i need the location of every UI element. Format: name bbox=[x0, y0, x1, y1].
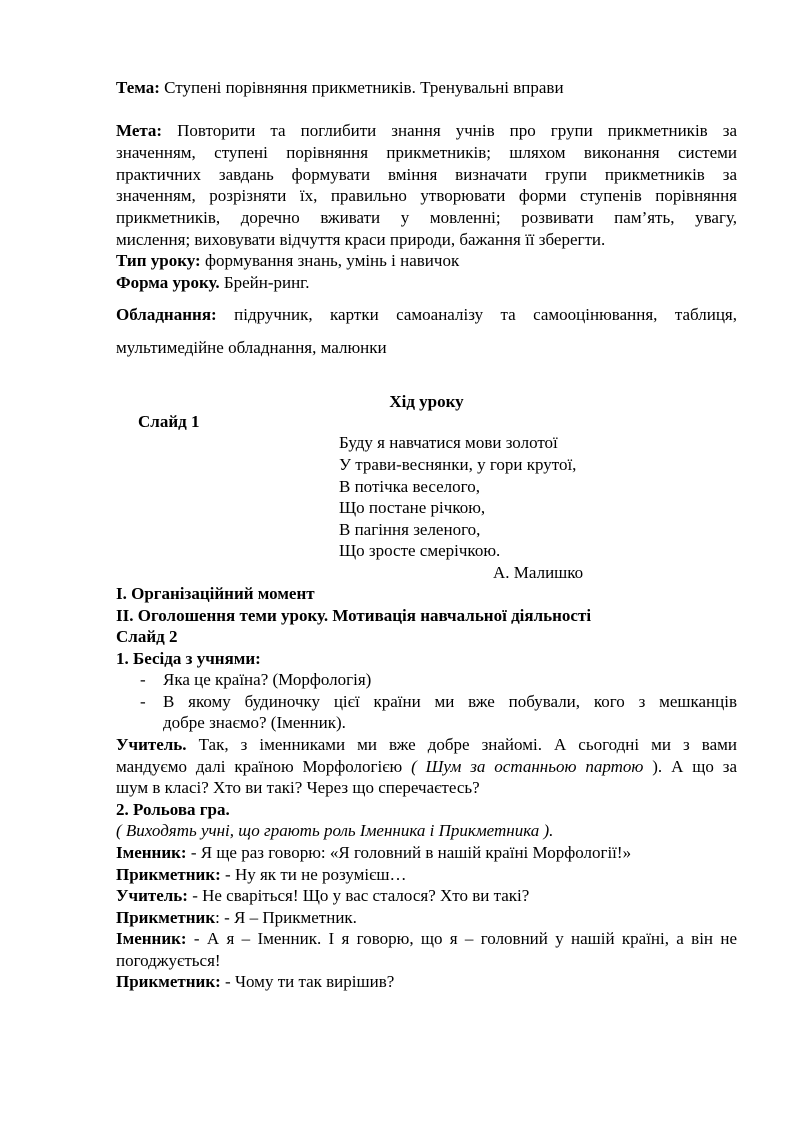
topic-line bbox=[116, 77, 564, 98]
dialog-line-5 bbox=[116, 928, 737, 949]
dialog-speaker-5: Іменник: bbox=[116, 929, 187, 948]
lesson-form-label: Форма уроку. bbox=[116, 273, 220, 292]
role-heading bbox=[116, 799, 230, 820]
equipment-text: підручник, картки самоаналізу та самооцінювання, таблиця, bbox=[234, 305, 737, 324]
lesson-form-line bbox=[116, 272, 310, 293]
teacher-line-2-italic: ( Шум за останньою партою bbox=[411, 757, 644, 776]
section-2-heading bbox=[116, 605, 591, 626]
talk-heading bbox=[116, 648, 261, 669]
dialog-text-5: - А я – Іменник. І я говорю, що я – головний у нашій країні, а він не bbox=[186, 929, 737, 948]
section-1-heading bbox=[116, 583, 315, 604]
dialog-speaker-4: Прикметник bbox=[116, 908, 216, 927]
teacher-text: Так, з іменниками ми вже добре знайомі. А сьогодні ми з вами bbox=[198, 735, 738, 754]
role-heading-text: 2. Рольова гра. bbox=[116, 800, 230, 819]
dialog-line-1 bbox=[116, 842, 631, 863]
lesson-type-text: формування знань, умінь і навичок bbox=[204, 251, 460, 270]
poem-line-4: Що постане річкою, bbox=[339, 498, 486, 517]
dialog-text-3: - Не сваріться! Що у вас сталося? Хто ви такі? bbox=[187, 886, 530, 905]
lesson-form-text: Брейн-ринг. bbox=[223, 273, 310, 292]
teacher-line-2 bbox=[116, 756, 737, 777]
dialog-line-4 bbox=[116, 907, 357, 928]
teacher-label: Учитель. bbox=[116, 735, 187, 754]
dialog-speaker-3: Учитель: bbox=[116, 886, 188, 905]
talk-heading-text: 1. Бесіда з учнями: bbox=[116, 649, 261, 668]
slide-2-text: Слайд 2 bbox=[116, 627, 178, 646]
section-2-text: ІІ. Оголошення теми уроку. Мотивація навчальної діяльності bbox=[116, 606, 592, 625]
equipment-label: Обладнання: bbox=[116, 305, 217, 324]
bullet-item-2-line-1: В якому будиночку цієї країни ми вже побували, кого з мешканців bbox=[163, 692, 737, 711]
slide-2-label bbox=[116, 626, 177, 647]
lesson-type-label: Тип уроку: bbox=[116, 251, 201, 270]
dialog-line-6 bbox=[116, 971, 394, 992]
dialog-line-2 bbox=[116, 864, 407, 885]
teacher-line-3: шум в класі? Хто ви такі? Через що сперечаєтесь? bbox=[116, 778, 480, 797]
dialog-text-1: - Я ще раз говорю: «Я головний в нашій країні Морфології!» bbox=[186, 843, 632, 862]
lesson-type-line bbox=[116, 250, 459, 271]
bullet-marker-1: - bbox=[140, 670, 146, 689]
bullet-item-2-line-2: добре знаємо? (Іменник). bbox=[163, 713, 346, 732]
poem-line-1: Буду я навчатися мови золотої bbox=[339, 433, 558, 452]
goal-line-6: мислення; виховувати відчуття краси природи, бажання її зберегти. bbox=[116, 230, 606, 249]
goal-text: Повторити та поглибити знання учнів про групи прикметників за bbox=[177, 121, 738, 140]
dialog-speaker-6: Прикметник: bbox=[116, 972, 221, 991]
goal-line-3: практичних завдань формувати вміння визначати групи прикметників за bbox=[116, 165, 737, 184]
course-heading bbox=[116, 391, 737, 412]
slide-1-label bbox=[138, 411, 199, 432]
teacher-line-2-end: ). А що за bbox=[643, 757, 738, 776]
poem-line-3: В потічка веселого, bbox=[339, 477, 480, 496]
course-heading-text: Хід уроку bbox=[389, 392, 464, 411]
dialog-line-3 bbox=[116, 885, 529, 906]
poem-line-5: В пагіння зеленого, bbox=[339, 520, 481, 539]
equipment-line-2: мультимедійне обладнання, малюнки bbox=[116, 338, 387, 357]
goal-line-2: значенням, ступені порівняння прикметників; шляхом виконання системи bbox=[116, 143, 737, 162]
dialog-text-4: : - Я – Прикметник. bbox=[215, 908, 357, 927]
poem-line-2: У трави-веснянки, у гори крутої, bbox=[339, 455, 577, 474]
goal-line-5: прикметників, доречно вживати у мовленні; розвивати пам’ять, увагу, bbox=[116, 208, 737, 227]
slide-1-text: Слайд 1 bbox=[138, 412, 200, 431]
dialog-line-5-cont: погоджується! bbox=[116, 951, 221, 970]
poem-author: А. Малишко bbox=[493, 563, 584, 582]
teacher-line-1 bbox=[116, 734, 737, 755]
dialog-text-2: - Ну як ти не розумієш… bbox=[220, 865, 407, 884]
role-note-text: ( Виходять учні, що грають роль Іменника і Прикметника ). bbox=[116, 821, 554, 840]
dialog-speaker-2: Прикметник: bbox=[116, 865, 221, 884]
poem-line-6: Що зросте смерічкою. bbox=[339, 541, 501, 560]
goal-line-4: значенням, розрізняти їх, правильно утворювати форми ступенів порівняння bbox=[116, 186, 737, 205]
topic-label: Тема: bbox=[116, 78, 160, 97]
dialog-text-6: - Чому ти так вирішив? bbox=[220, 972, 395, 991]
dialog-speaker-1: Іменник: bbox=[116, 843, 187, 862]
role-note bbox=[116, 820, 553, 841]
bullet-item-1: Яка це країна? (Морфологія) bbox=[163, 670, 372, 689]
topic-text: Ступені порівняння прикметників. Тренувальні вправи bbox=[164, 78, 564, 97]
goal-label: Мета: bbox=[116, 121, 163, 140]
equipment-line-1 bbox=[116, 304, 737, 325]
goal-line-1 bbox=[116, 120, 737, 141]
bullet-marker-2: - bbox=[140, 692, 146, 711]
section-1-text: І. Організаційний момент bbox=[116, 584, 315, 603]
teacher-line-2-start: мандуємо далі країною Морфологією bbox=[116, 757, 412, 776]
